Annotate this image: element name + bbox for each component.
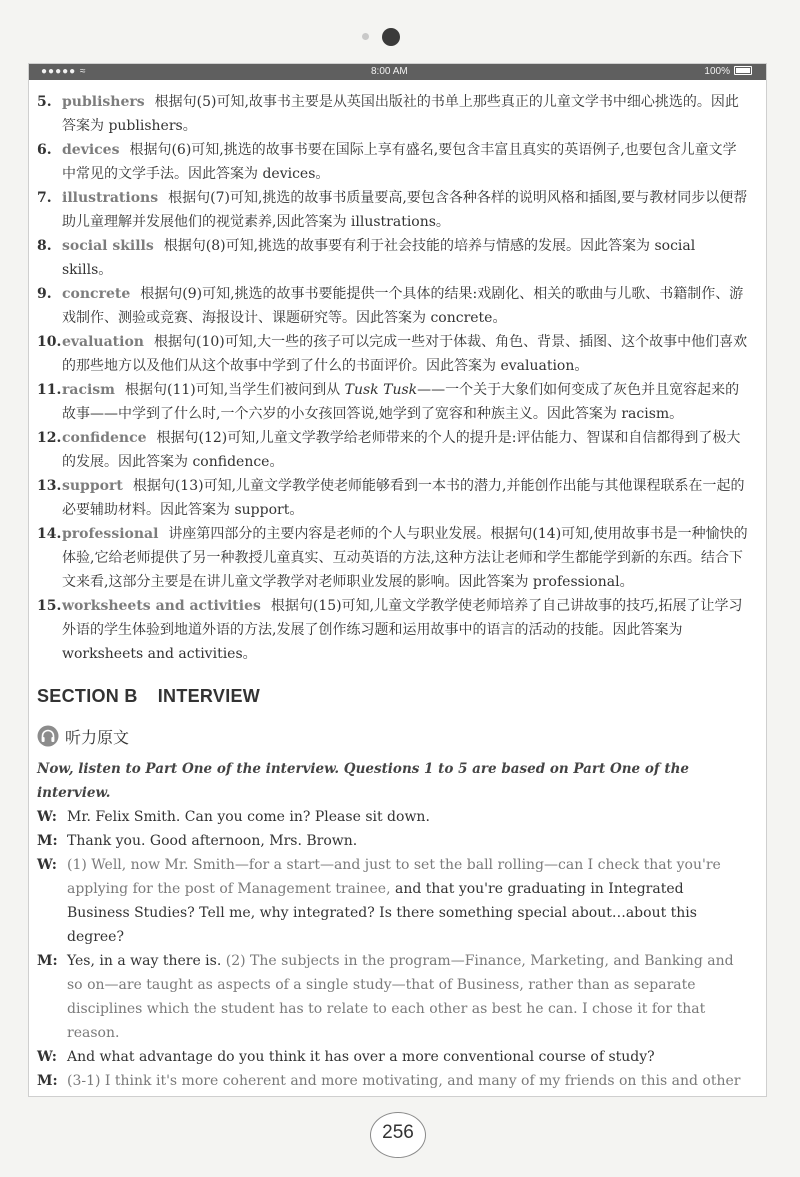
answer-explanation-cont: ——一个关于大象们如何变成了灰色并且宽容起来的故事——中学到了什么时,一个六岁的小女孩回答说,她学到了宽容和种族主义。因此答案为 racism。 bbox=[62, 382, 740, 422]
answer-explanation: 根据句(7)可知,挑选的故事书质量要高,要包含各种各样的说明风格和插图,要与教材同步以便帮助儿童理解并发展他们的视觉素养,因此答案为 illustrations。 bbox=[62, 190, 748, 230]
answer-explanation: 根据句(5)可知,故事书主要是从英国出版社的书单上那些真正的儿童文学书中细心挑选的。因此答案为 publishers。 bbox=[62, 94, 739, 134]
answer-keyword: social skills bbox=[62, 238, 154, 254]
answer-explanation: 根据句(8)可知,挑选的故事要有利于社会技能的培养与情感的发展。因此答案为 social skills。 bbox=[62, 238, 696, 278]
answer-item bbox=[37, 594, 749, 666]
answer-explanation: 根据句(9)可知,挑选的故事书要能提供一个具体的结果:戏剧化、相关的歌曲与儿歌、书籍制作、游戏制作、测验或竞赛、海报设计、课题研究等。因此答案为 concrete。 bbox=[62, 286, 744, 326]
speaker-label: M: bbox=[37, 1073, 58, 1089]
dialogue-text-faded: (2) The subjects in the program—Finance, Marketing, and Banking and so on—are taught as aspects of a single study—that of Business, rather than as separate disciplines which the student has to relate to each other as best he can. I chose it for that reason. bbox=[67, 953, 734, 1041]
item-number: 12. bbox=[37, 430, 62, 446]
dialogue-text-faded: (3-1) I think it's more coherent and more motivating, and many of my friends on this and other bbox=[67, 1073, 741, 1089]
answer-keyword: worksheets and activities bbox=[62, 598, 261, 614]
speaker-label: W: bbox=[37, 857, 57, 873]
dialogue-line bbox=[37, 853, 749, 949]
dialogue-line bbox=[37, 949, 749, 1045]
page-content bbox=[37, 90, 749, 1093]
answer-item bbox=[37, 474, 749, 522]
answer-explanation: 根据句(10)可知,大一些的孩子可以完成一些对于体裁、角色、背景、插图、这个故事中他们喜欢的那些地方以及他们从这个故事中学到了什么的书面评价。因此答案为 evaluation。 bbox=[62, 334, 748, 374]
speaker-label: M: bbox=[37, 833, 58, 849]
answer-explanation: 根据句(13)可知,儿童文学教学使老师能够看到一本书的潜力,并能创作出能与其他课程联系在一起的必要辅助材料。因此答案为 support。 bbox=[62, 478, 745, 518]
page-number-badge bbox=[370, 1112, 426, 1158]
dialogue-line bbox=[37, 1045, 749, 1069]
section-title: INTERVIEW bbox=[157, 686, 261, 706]
tablet-screen bbox=[28, 63, 767, 1097]
dialogue-text: Thank you. Good afternoon, Mrs. Brown. bbox=[67, 833, 358, 849]
answer-explanation: 根据句(11)可知,当学生们被问到从 bbox=[125, 382, 345, 398]
book-title: Tusk Tusk bbox=[344, 382, 418, 398]
item-number: 10. bbox=[37, 334, 62, 350]
instruction-text: Now, listen to Part One of the interview. Questions 1 to 5 are based on Part One of the interview. bbox=[37, 761, 689, 801]
answer-keyword: concrete bbox=[62, 286, 131, 302]
item-number: 15. bbox=[37, 598, 62, 614]
transcript-title: 听力原文 bbox=[65, 727, 130, 747]
item-number: 8. bbox=[37, 238, 52, 254]
item-number: 5. bbox=[37, 94, 52, 110]
speaker-label: W: bbox=[37, 809, 57, 825]
signal-wifi-icon: ●●●●● ≈ bbox=[41, 66, 87, 77]
answer-keyword: professional bbox=[62, 526, 159, 542]
battery-percent: 100% bbox=[704, 66, 730, 77]
battery-status bbox=[704, 66, 752, 77]
dialogue-text: Mr. Felix Smith. Can you come in? Please sit down. bbox=[67, 809, 430, 825]
answer-item bbox=[37, 330, 749, 378]
dialogue-line bbox=[37, 1069, 749, 1093]
item-number: 9. bbox=[37, 286, 52, 302]
answer-keyword: support bbox=[62, 478, 123, 494]
answer-keyword: evaluation bbox=[62, 334, 144, 350]
dialogue-line bbox=[37, 805, 749, 829]
item-number: 11. bbox=[37, 382, 62, 398]
camera-icon bbox=[382, 28, 400, 46]
answer-item bbox=[37, 138, 749, 186]
headphones-icon bbox=[37, 725, 59, 747]
answer-keyword: confidence bbox=[62, 430, 147, 446]
speaker-label: M: bbox=[37, 953, 58, 969]
dialogue-text: Yes, in a way there is. bbox=[67, 953, 226, 969]
section-heading bbox=[37, 686, 749, 707]
speaker-label: W: bbox=[37, 1049, 57, 1065]
status-bar bbox=[29, 64, 766, 80]
answer-item bbox=[37, 186, 749, 234]
answer-item bbox=[37, 234, 749, 282]
dialogue-text: And what advantage do you think it has over a more conventional course of study? bbox=[67, 1049, 655, 1065]
answer-explanation: 根据句(15)可知,儿童文学教学使老师培养了自己讲故事的技巧,拓展了让学习外语的学生体验到地道外语的方法,发展了创作练习题和运用故事中的语言的活动的技能。因此答案为 worksheets and activities。 bbox=[62, 598, 743, 662]
camera-sensor bbox=[362, 33, 369, 40]
answer-keyword: racism bbox=[62, 382, 115, 398]
dialogue-text-faded: (1) Well, now Mr. Smith—for a start—and just to set the ball rolling—can I check that you're applying for the post of Management trainee, bbox=[67, 857, 721, 897]
item-number: 6. bbox=[37, 142, 52, 158]
answer-explanation: 根据句(6)可知,挑选的故事书要在国际上享有盛名,要包含丰富且真实的英语例子,也要包含儿童文学中常见的文学手法。因此答案为 devices。 bbox=[62, 142, 737, 182]
item-number: 13. bbox=[37, 478, 62, 494]
page-number: 256 bbox=[382, 1122, 414, 1143]
transcript-heading bbox=[37, 723, 749, 749]
answer-keyword: illustrations bbox=[62, 190, 159, 206]
answer-keyword: publishers bbox=[62, 94, 145, 110]
answer-item bbox=[37, 90, 749, 138]
answer-item bbox=[37, 426, 749, 474]
answer-item bbox=[37, 282, 749, 330]
answer-keyword: devices bbox=[62, 142, 120, 158]
answer-item bbox=[37, 378, 749, 426]
item-number: 7. bbox=[37, 190, 52, 206]
status-time: 8:00 AM bbox=[371, 66, 408, 77]
section-label: SECTION B bbox=[37, 686, 138, 706]
battery-icon bbox=[734, 66, 752, 75]
dialogue-text: and that you're graduating in Integrated Business Studies? Tell me, why integrated? Is there something special about…about this degree? bbox=[67, 881, 697, 945]
answer-explanation: 根据句(12)可知,儿童文学教学给老师带来的个人的提升是:评估能力、智谋和自信都得到了极大的发展。因此答案为 confidence。 bbox=[62, 430, 741, 470]
answer-explanation: 讲座第四部分的主要内容是老师的个人与职业发展。根据句(14)可知,使用故事书是一种愉快的体验,它给老师提供了另一种教授儿童真实、互动英语的方法,这种方法让老师和学生都能学到新的东西。结合下文来看,这部分主要是在讲儿童文学教学对老师职业发展的影响。因此答案为 professional。 bbox=[62, 526, 748, 590]
dialogue-line bbox=[37, 829, 749, 853]
item-number: 14. bbox=[37, 526, 62, 542]
answer-item bbox=[37, 522, 749, 594]
